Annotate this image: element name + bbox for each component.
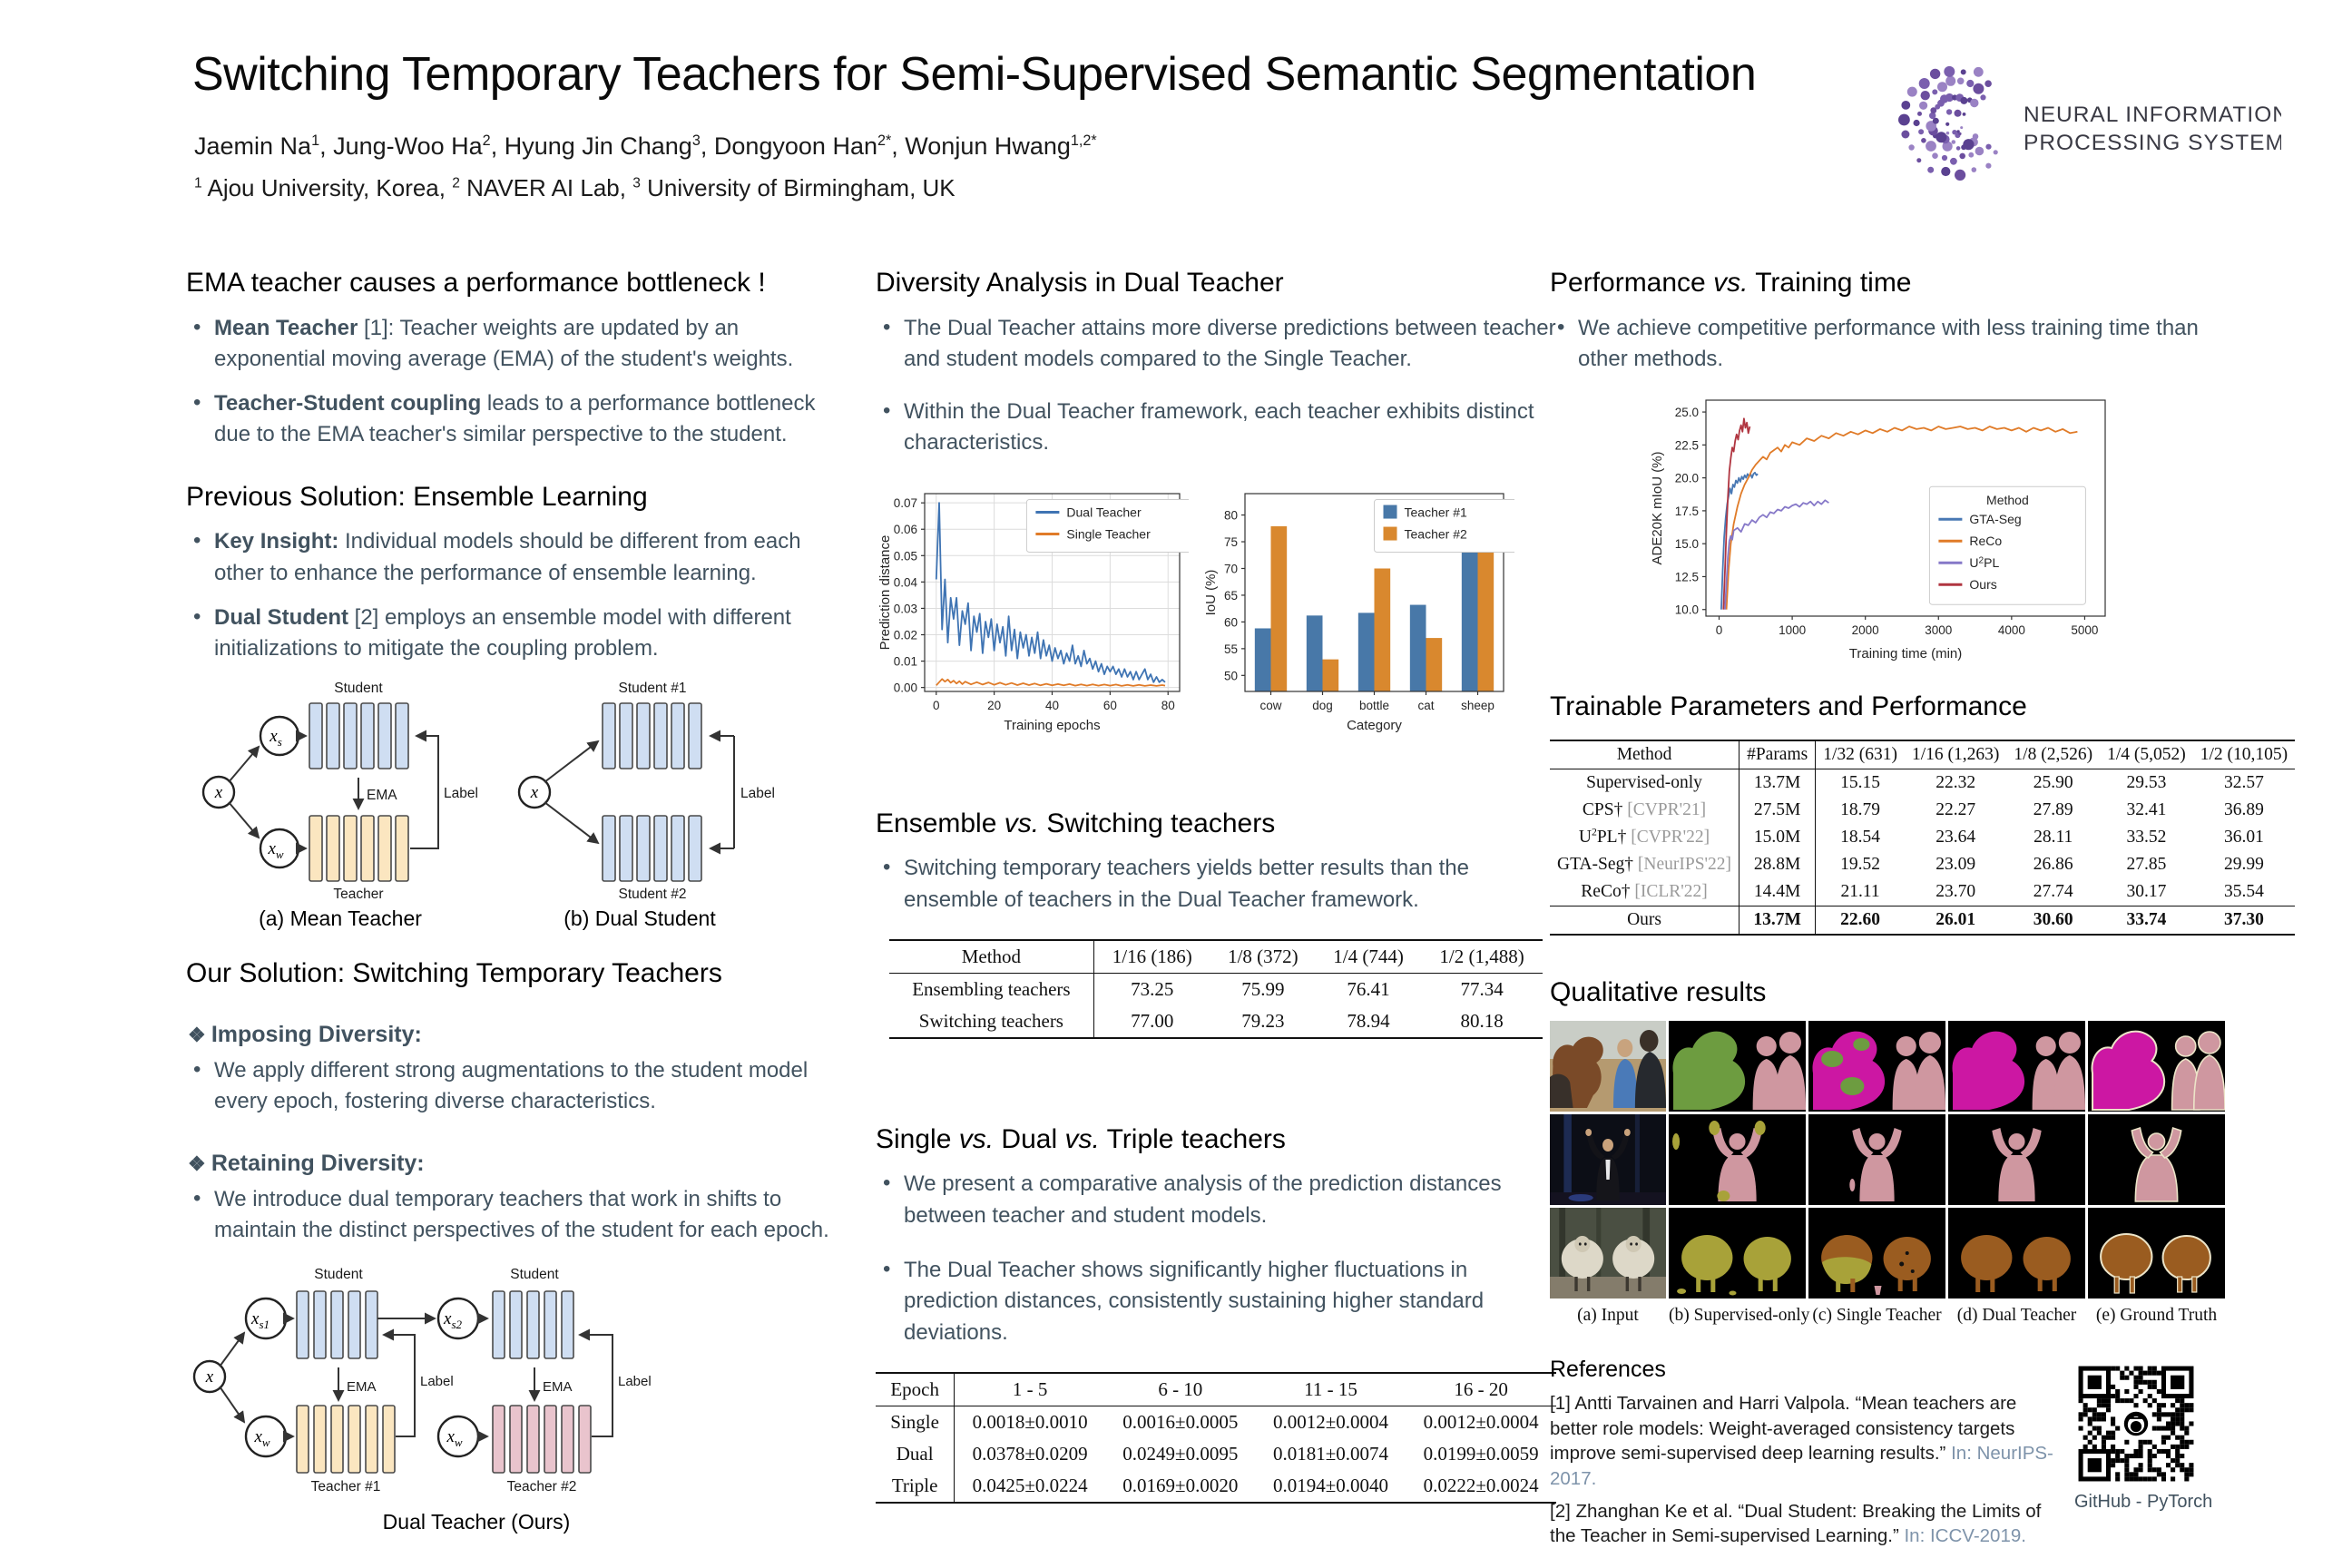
table-cell: 1/16 (186) (1093, 940, 1210, 974)
table-row (1550, 906, 2295, 935)
qual-mask-single-man (1808, 1114, 1945, 1205)
svg-text:0.00: 0.00 (893, 681, 917, 695)
bullet-point (876, 853, 1556, 916)
affiliations-line: $^1$ Ajou University, Korea, $^2$ NAVER AI Lab, $^3$ University of Birmingham, UK (194, 174, 956, 201)
iou-category-chart (1201, 483, 1514, 743)
qual-caption: (c) Single Teacher (1812, 1306, 1942, 1326)
table-cell: Switching teachers (918, 1009, 1063, 1032)
table-cell: 0.0018±0.0010 (955, 1406, 1105, 1438)
qualitative-captions (1550, 1306, 2245, 1326)
bullet-point (186, 388, 832, 451)
table-cell: 1/32 (631) (1816, 740, 1905, 769)
table-cell: Single (890, 1410, 939, 1433)
references-heading: References (1550, 1357, 1666, 1383)
reference-venue: In: ICCV-2019. (1904, 1525, 2026, 1547)
svg-text:0.07: 0.07 (893, 495, 917, 510)
svg-text:20.0: 20.0 (1674, 471, 1699, 485)
svg-text:Training time (min): Training time (min) (1848, 646, 1963, 662)
section-heading-previous-solution: Previous Solution: Ensemble Learning (186, 481, 648, 512)
bullet-point (1550, 313, 2245, 376)
section-heading-diversity-analysis: Diversity Analysis in Dual Teacher (876, 268, 1284, 298)
svg-text:40: 40 (1044, 698, 1060, 712)
table-cell: 16 - 20 (1454, 1377, 1508, 1400)
table-cell: 77.34 (1460, 977, 1504, 1000)
qual-caption: (e) Ground Truth (2095, 1306, 2218, 1326)
diagram-label: Label (618, 1374, 652, 1390)
table-cell: 21.11 (1816, 878, 1905, 906)
dual-student-diagram (502, 678, 785, 905)
figure-captions (186, 906, 832, 931)
table-cell: Ensembling teachers (912, 977, 1071, 1000)
svg-text:60: 60 (1223, 615, 1238, 630)
svg-text:U2PL: $U^2PL$ (1969, 555, 2000, 571)
svg-text:2000: 2000 (1851, 623, 1879, 638)
bullet-point (186, 603, 832, 665)
qual-mask-dual-sheep (1948, 1208, 2085, 1298)
table-cell: 36.89 (2223, 799, 2264, 819)
dual-teacher-diagram (186, 1259, 821, 1496)
table-cell: 30.60 (2033, 909, 2073, 929)
table-cell: Epoch (890, 1377, 939, 1400)
table-row (876, 1406, 1556, 1438)
qual-mask-supervised-sheep (1669, 1208, 1806, 1298)
table-cell: #Params (1740, 740, 1816, 769)
table-cell: 78.94 (1347, 1009, 1390, 1032)
svg-text:Training epochs: Training epochs (1004, 717, 1101, 733)
table-cell: 75.99 (1241, 977, 1285, 1000)
qual-mask-supervised-horse (1669, 1021, 1806, 1112)
diagram-label: Teacher #2 (506, 1479, 577, 1495)
table-cell: 79.23 (1241, 1009, 1285, 1032)
reference-text: [2] Zhanghan Ke et al. “Dual Student: Breaking the Limits of the Teacher in Semi-supervised Learning.” (1550, 1501, 2042, 1547)
table-cell: 35.54 (2223, 881, 2264, 901)
table-cell: 1/8 (372) (1228, 945, 1298, 967)
svg-text:80: 80 (1223, 508, 1238, 523)
qual-mask-supervised-man (1669, 1114, 1806, 1205)
qual-mask-gt-horse (2088, 1021, 2225, 1112)
svg-text:0: 0 (933, 698, 940, 712)
svg-text:50: 50 (1223, 669, 1238, 683)
svg-text:10.0: 10.0 (1674, 603, 1699, 617)
section-heading-single-dual-triple: Single vs. Dual vs. Triple teachers (876, 1123, 1286, 1154)
bullet-text: leads to a performance bottleneck due to the EMA teacher's similar perspective to the student. (214, 391, 816, 447)
diagram-label: EMA (347, 1379, 377, 1396)
table-cell: Ours (1627, 909, 1661, 929)
bullet-text: We present a comparative analysis of the prediction distances between teacher and student models. (904, 1171, 1502, 1228)
svg-text:ReCo: ReCo (1969, 534, 2003, 549)
diagram-label: Label (740, 785, 775, 801)
svg-text:Method: Method (1986, 493, 2029, 508)
svg-text:15.0: 15.0 (1674, 537, 1699, 552)
reference-text: [1] Antti Tarvainen and Harri Valpola. “Mean teachers are better role models: Weight-averaged consistency targets improve semi-supervised deep learning results.” (1550, 1393, 2017, 1465)
table-cell: Method (1616, 744, 1672, 764)
section-heading-qualitative: Qualitative results (1550, 976, 1767, 1007)
svg-text:Category: Category (1347, 717, 1402, 733)
reference-2 (1550, 1499, 2053, 1549)
bullet-text: The Dual Teacher shows significantly higher fluctuations in prediction distances, consistently sustaining higher standard deviations. (904, 1258, 1485, 1345)
svg-text:sheep: sheep (1461, 698, 1494, 712)
section-heading-performance-time: Performance vs. Training time (1550, 268, 1912, 298)
qual-caption: (b) Supervised-only (1669, 1306, 1810, 1326)
table-cell: 73.25 (1093, 973, 1210, 1005)
bullet-bold: Key Insight: (214, 529, 339, 554)
svg-text:xs1: $x_{s1}$ (251, 1309, 270, 1332)
svg-text:cow: cow (1259, 698, 1282, 712)
diagram-label: EMA (367, 787, 397, 803)
table-cell: 1/16 (1,263) (1912, 744, 2000, 764)
svg-text:dog: dog (1312, 698, 1333, 712)
svg-text:xw: $x_w$ (268, 838, 284, 861)
svg-text:20: 20 (987, 698, 1002, 712)
section-heading-our-solution: Our Solution: Switching Temporary Teachers (186, 957, 722, 988)
qual-mask-single-horse (1808, 1021, 1945, 1112)
svg-text:17.5: 17.5 (1674, 505, 1699, 519)
qual-input-horse (1550, 1021, 1666, 1112)
qual-caption: (a) Input (1577, 1306, 1639, 1326)
table-cell: 26.01 (1936, 909, 1976, 929)
caption-dual-student: (b) Dual Student (564, 906, 716, 930)
table-cell: 30.17 (2126, 881, 2167, 901)
neurips-logo-swirl-icon (1898, 66, 1998, 181)
svg-text:25.0: 25.0 (1674, 406, 1699, 420)
table-cell: 0.0016±0.0005 (1122, 1410, 1239, 1433)
svg-text:12.5: 12.5 (1674, 570, 1699, 584)
caption-mean-teacher: (a) Mean Teacher (259, 906, 422, 930)
bullet-point (186, 313, 832, 376)
bullet-point (186, 526, 832, 589)
performance-training-time-chart (1648, 387, 2245, 671)
table-row (876, 1438, 1556, 1470)
table-cell: $U^2PL\dagger$ [CVPR'22] (1578, 826, 1710, 847)
table-cell: 22.32 (1936, 772, 1976, 792)
svg-text:4000: 4000 (1997, 623, 2025, 638)
table-cell: 13.7M (1740, 769, 1816, 797)
table-cell: 19.52 (1816, 851, 1905, 878)
table-cell: 0.0181±0.0074 (1272, 1442, 1388, 1465)
svg-text:0.01: 0.01 (893, 654, 917, 669)
retaining-diversity-heading: ❖ Retaining Diversity: (188, 1151, 832, 1177)
bullet-point (876, 397, 1556, 459)
svg-text:Prediction distance: Prediction distance (877, 534, 893, 651)
table-cell: 27.89 (2033, 799, 2073, 819)
svg-text:xw: $x_w$ (446, 1427, 463, 1450)
table-cell: 0.0169±0.0020 (1122, 1474, 1239, 1496)
bullet-bold: Mean Teacher (214, 315, 358, 340)
table-cell: 29.53 (2126, 772, 2167, 792)
table-cell: 22.60 (1816, 906, 1905, 935)
bullet-text: Individual models should be different from each other to enhance the performance of ensemble learning. (214, 529, 801, 585)
table-cell: 26.86 (2033, 854, 2073, 874)
table-cell: Dual (896, 1442, 934, 1465)
table-cell: 37.30 (2223, 909, 2264, 929)
table-cell: 15.0M (1740, 824, 1816, 851)
svg-text:Teacher #1: Teacher #1 (1404, 505, 1467, 520)
diagram-label: Teacher (333, 886, 384, 902)
bullet-text: [1]: Teacher weights are updated by an exponential moving average (EMA) of the student's weights. (214, 315, 794, 371)
table-cell: 6 - 10 (1158, 1377, 1203, 1400)
svg-text:IoU (%): IoU (%) (1203, 569, 1219, 616)
qual-mask-gt-sheep (2088, 1208, 2225, 1298)
table-cell: 23.64 (1936, 827, 1976, 847)
diagram-label: Student (314, 1267, 363, 1283)
table-cell: 22.27 (1936, 799, 1976, 819)
table-row (1550, 878, 2295, 906)
table-cell: 28.8M (1740, 851, 1816, 878)
caption-dual-teacher: Dual Teacher (Ours) (382, 1510, 571, 1534)
bullet-point (186, 1055, 832, 1118)
table-cell: 1/2 (1,488) (1439, 945, 1524, 967)
qualitative-grid (1550, 1021, 2245, 1298)
section-heading-bottleneck: EMA teacher causes a performance bottleneck ! (186, 268, 766, 298)
diagram-label: Label (444, 785, 478, 801)
table-cell: 32.41 (2126, 799, 2167, 819)
table-cell: ReCo† [ICLR'22] (1581, 881, 1708, 901)
table-cell: Method (961, 945, 1022, 967)
logo-text-line2: PROCESSING SYSTEMS (2024, 131, 2281, 155)
table-cell: 11 - 15 (1304, 1377, 1357, 1400)
table-cell: 1/8 (2,526) (2014, 744, 2093, 764)
table-cell: 18.79 (1816, 797, 1905, 824)
diagram-label: Teacher #1 (310, 1479, 381, 1495)
table-cell: 18.54 (1816, 824, 1905, 851)
bullet-text: Switching temporary teachers yields better results than the ensemble of teachers in the Dual Teacher framework. (904, 856, 1469, 912)
svg-text:Ours: Ours (1969, 577, 1997, 593)
table-cell: CPS† [CVPR'21] (1582, 799, 1707, 819)
svg-text:xw: $x_w$ (254, 1427, 270, 1450)
table-cell: 0.0378±0.0209 (955, 1438, 1105, 1470)
table-row (1550, 824, 2295, 851)
qual-mask-gt-man (2088, 1114, 2225, 1205)
table-cell: 28.11 (2034, 827, 2073, 847)
svg-text:55: 55 (1223, 642, 1238, 656)
svg-text:60: 60 (1102, 698, 1117, 712)
table-row (1550, 851, 2295, 878)
bullet-text: The Dual Teacher attains more diverse predictions between teacher and student models compared to the Single Teacher. (904, 315, 1556, 371)
svg-text:cat: cat (1417, 698, 1435, 712)
bullet-text: We introduce dual temporary teachers that work in shifts to maintain the distinct perspectives of the student for each epoch. (214, 1186, 829, 1242)
table-cell: 1/2 (10,105) (2200, 744, 2288, 764)
bullet-point (876, 1169, 1556, 1231)
svg-text:x: x (530, 782, 539, 802)
svg-text:GTA-Seg: GTA-Seg (1969, 512, 2022, 527)
table-row (889, 1005, 1543, 1038)
page-title: Switching Temporary Teachers for Semi-Supervised Semantic Segmentation (192, 48, 1757, 101)
neurips-logo (1886, 31, 2281, 203)
table-row (1550, 797, 2295, 824)
table-cell: 0.0012±0.0004 (1272, 1410, 1388, 1433)
table-cell: 32.57 (2223, 772, 2264, 792)
table-cell: 15.15 (1816, 769, 1905, 797)
svg-text:0.03: 0.03 (893, 602, 917, 616)
svg-text:70: 70 (1223, 562, 1238, 576)
table-cell: 33.52 (2126, 827, 2167, 847)
table-cell: 0.0222±0.0024 (1423, 1474, 1539, 1496)
table-cell: 1/4 (744) (1333, 945, 1404, 967)
qual-caption: (d) Dual Teacher (1956, 1306, 2077, 1326)
reference-1 (1550, 1391, 2053, 1491)
qual-mask-single-sheep (1808, 1208, 1945, 1298)
svg-text:0.04: 0.04 (893, 575, 917, 590)
svg-text:Dual Teacher: Dual Teacher (1066, 505, 1142, 520)
left-column (186, 268, 832, 1534)
prediction-distance-chart (876, 483, 1189, 743)
svg-text:22.5: 22.5 (1674, 438, 1699, 453)
table-cell: 1/4 (5,052) (2107, 744, 2186, 764)
qr-code-block (2074, 1364, 2213, 1513)
svg-text:0.05: 0.05 (893, 549, 917, 564)
mean-teacher-diagram (186, 678, 478, 905)
table-cell: Supervised-only (1586, 772, 1702, 792)
diagram-label: Label (420, 1374, 454, 1390)
bullet-point (876, 313, 1556, 376)
qual-mask-dual-man (1948, 1114, 2085, 1205)
imposing-diversity-heading: ❖ Imposing Diversity: (188, 1022, 832, 1048)
bullet-text: Within the Dual Teacher framework, each teacher exhibits distinct characteristics. (904, 399, 1534, 456)
svg-text:xs: $x_s$ (270, 726, 282, 749)
qual-input-sheep (1550, 1208, 1666, 1298)
right-column (1550, 268, 2288, 1557)
table-cell: 27.74 (2033, 881, 2073, 901)
svg-text:1000: 1000 (1779, 623, 1807, 638)
qual-mask-dual-horse (1948, 1021, 2085, 1112)
diagram-label: Student (334, 680, 383, 696)
logo-text-line1: NEURAL INFORMATION (2024, 103, 2281, 127)
trainable-params-table (1550, 740, 2295, 936)
reference-venue: In: NeurIPS-2017. (1550, 1443, 2053, 1489)
diagram-label: Student #2 (618, 886, 687, 902)
qr-caption: GitHub - PyTorch (2074, 1492, 2213, 1513)
svg-text:xs2: $x_{s2}$ (444, 1309, 462, 1332)
table-cell: GTA-Seg† [NeurIPS'22] (1557, 854, 1732, 874)
table-cell: 0.0199±0.0059 (1423, 1442, 1539, 1465)
table-cell: 36.01 (2223, 827, 2264, 847)
svg-text:3000: 3000 (1925, 623, 1953, 638)
svg-text:0: 0 (1715, 623, 1723, 638)
table-row (876, 1470, 1556, 1503)
bullet-point (876, 1255, 1556, 1348)
svg-text:0.02: 0.02 (893, 628, 917, 642)
table-cell: 23.09 (1936, 854, 1976, 874)
bullet-point (186, 1184, 832, 1247)
section-heading-ensemble-vs-switching: Ensemble vs. Switching teachers (876, 808, 1276, 838)
svg-text:75: 75 (1223, 534, 1238, 549)
references-section (1550, 1357, 2245, 1549)
svg-text:Teacher #2: Teacher #2 (1404, 526, 1467, 542)
bullet-text: We achieve competitive performance with less training time than other methods. (1578, 315, 2199, 371)
table-cell: Triple (891, 1474, 938, 1496)
figure-mean-teacher-dual-student (186, 678, 832, 905)
bullet-bold: Dual Student (214, 604, 348, 630)
table-cell: 1 - 5 (955, 1373, 1105, 1406)
bullet-bold: Teacher-Student coupling (214, 391, 482, 416)
table-cell: 77.00 (1093, 1005, 1210, 1038)
bullet-text: We apply different strong augmentations to the student model every epoch, fostering diverse characteristics. (214, 1058, 808, 1114)
ensemble-switching-table (889, 939, 1543, 1039)
table-cell: 14.4M (1740, 878, 1816, 906)
table-row (1550, 769, 2295, 797)
middle-column (876, 268, 1556, 1504)
diagram-label: EMA (543, 1379, 573, 1396)
svg-text:x: x (214, 782, 223, 802)
diagram-label: Student (510, 1267, 559, 1283)
authors-line: Jaemin Na$^1$, Jung-Woo Ha$^2$, Hyung Jin Chang$^3$, Dongyoon Han$^{2*}$, Wonjun Hwang$^{1,2*}$ (194, 132, 1097, 160)
svg-text:Single Teacher: Single Teacher (1066, 526, 1151, 542)
table-cell: 13.7M (1740, 906, 1816, 935)
table-cell: 29.99 (2223, 854, 2264, 874)
table-cell: 80.18 (1460, 1009, 1504, 1032)
section-heading-trainable-params: Trainable Parameters and Performance (1550, 691, 2027, 722)
svg-text:5000: 5000 (2071, 623, 2099, 638)
svg-text:65: 65 (1223, 588, 1238, 603)
table-cell: 0.0249±0.0095 (1122, 1442, 1239, 1465)
svg-text:80: 80 (1161, 698, 1175, 712)
qr-code-icon (2076, 1364, 2196, 1484)
table-cell: 25.90 (2033, 772, 2073, 792)
table-cell: 33.74 (2126, 909, 2167, 929)
table-cell: 0.0012±0.0004 (1423, 1410, 1539, 1433)
svg-text:ADE20K mIoU (%): ADE20K mIoU (%) (1650, 451, 1665, 565)
svg-text:0.06: 0.06 (893, 522, 917, 536)
table-cell: 23.70 (1936, 881, 1976, 901)
table-row (889, 973, 1543, 1005)
diagram-label: Student #1 (618, 680, 687, 696)
table-cell: 0.0425±0.0224 (955, 1470, 1105, 1503)
table-cell: 76.41 (1347, 977, 1390, 1000)
table-cell: 27.85 (2126, 854, 2167, 874)
epoch-distance-table (876, 1372, 1556, 1504)
svg-text:x: x (205, 1367, 214, 1387)
svg-text:bottle: bottle (1358, 698, 1390, 712)
table-cell: 27.5M (1740, 797, 1816, 824)
qual-input-man (1550, 1114, 1666, 1205)
table-cell: 0.0194±0.0040 (1272, 1474, 1388, 1496)
bullet-text: [2] employs an ensemble model with different initializations to mitigate the coupling problem. (214, 604, 791, 662)
